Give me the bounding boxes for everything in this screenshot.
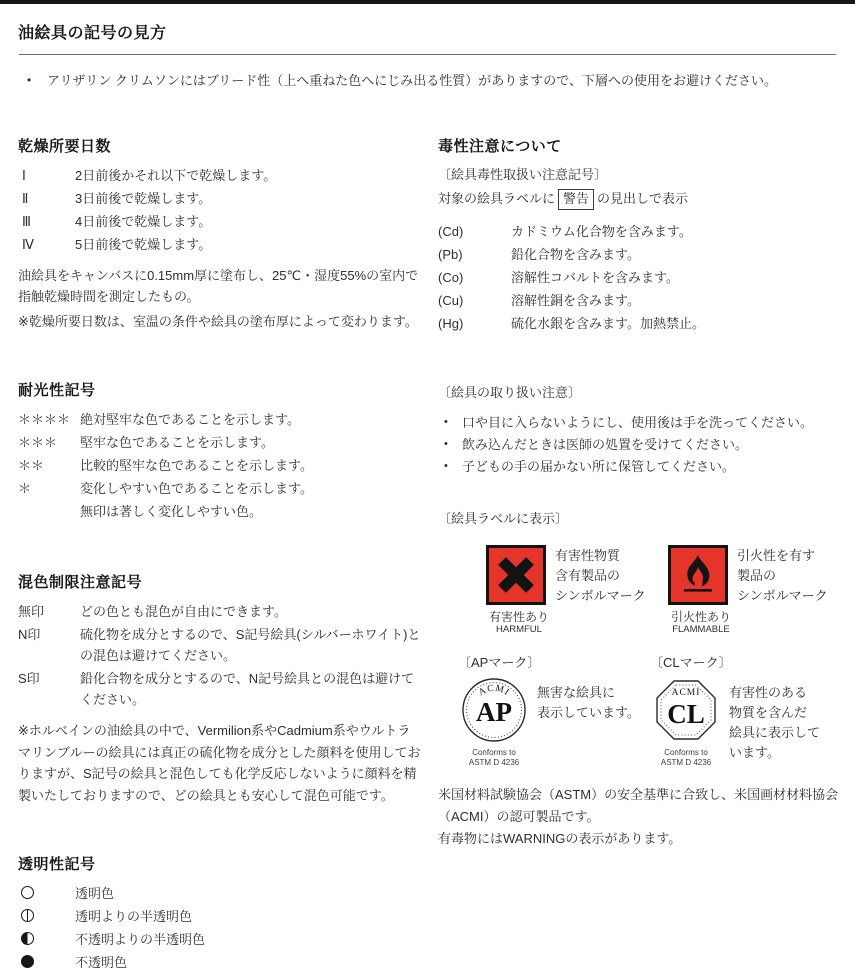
lightfastness-desc: 絶対堅牢な色であることを示します。 (80, 409, 422, 430)
bleed-warning-note (27, 71, 837, 91)
cl-desc-line: 絵具に表示して (729, 723, 820, 743)
harmful-desc-line: 有害性物質 (555, 546, 646, 566)
ap-mark-label: 〔APマーク〕 (458, 653, 650, 673)
flame-icon (675, 552, 721, 598)
lightfastness-row (18, 478, 422, 499)
bleed-warning-text: アリザリン クリムソンにはブリード性（上へ重ねた色へにじみ出る性質）がありますので、下層への使用をお避けください。 (47, 71, 777, 91)
circle-half-filled-icon (21, 932, 34, 945)
acmi-cl-seal-icon (652, 676, 720, 744)
toxicity-row (438, 221, 850, 242)
element-code: (Co) (438, 267, 511, 288)
element-code: (Cu) (438, 290, 511, 311)
circle-vertical-bar-icon (21, 909, 34, 922)
lightfastness-heading: 耐光性記号 (18, 379, 422, 400)
acmi-ap-seal-icon (460, 676, 528, 744)
bullet-icon: • (27, 71, 47, 91)
element-code: (Pb) (438, 244, 511, 265)
section-transparency (18, 853, 422, 973)
lightfastness-row (18, 455, 422, 476)
mixing-symbol: 無印 (18, 601, 80, 622)
toxicity-desc: 溶解性銅を含みます。 (511, 290, 850, 311)
section-drying-days (18, 135, 422, 333)
mixing-desc: 硫化物を成分とするので、S記号絵具(シルバーホワイト)との混色は避けてください。 (80, 624, 422, 666)
lightfastness-row (18, 409, 422, 430)
lightfastness-row (18, 432, 422, 453)
harmful-caption-jp: 有害性あり (486, 610, 552, 624)
drying-symbol: Ⅲ (18, 211, 75, 232)
flammable-symbol-block (668, 545, 850, 636)
ap-seal-letters: AP (476, 697, 512, 727)
mixing-symbol: S印 (18, 668, 80, 710)
transparency-heading: 透明性記号 (18, 853, 422, 874)
mixing-row (18, 668, 422, 710)
section-mixing-restriction (18, 571, 422, 806)
drying-desc: 3日前後で乾燥します。 (75, 188, 422, 209)
drying-desc: 4日前後で乾燥します。 (75, 211, 422, 232)
star-rating: ＊＊＊ (18, 432, 80, 453)
harmful-symbol-block (486, 545, 668, 636)
drying-desc: 5日前後で乾燥します。 (75, 234, 422, 255)
drying-heading: 乾燥所要日数 (18, 135, 422, 156)
lightfastness-desc: 変化しやすい色であることを示します。 (80, 478, 422, 499)
lightfastness-desc: 堅牢な色であることを示します。 (80, 432, 422, 453)
drying-symbol: Ⅰ (18, 165, 75, 186)
mixing-desc: どの色とも混色が自由にできます。 (80, 601, 422, 622)
handling-bullet-text: 子どもの手の届かない所に保管してください。 (462, 456, 735, 478)
two-column-layout (18, 135, 837, 975)
harmful-pictogram (486, 545, 546, 605)
section-toxicity (438, 135, 850, 335)
bullet-icon: • (438, 434, 462, 456)
transparency-desc: 透明よりの半透明色 (75, 906, 422, 927)
ap-conforms-line: ASTM D 4236 (458, 758, 530, 768)
label-display-heading: 〔絵具ラベルに表示〕 (438, 509, 850, 530)
mixing-row (18, 624, 422, 666)
handling-heading: 〔絵具の取り扱い注意〕 (438, 383, 850, 404)
flammable-desc-line: シンボルマーク (737, 586, 828, 606)
transparency-row (18, 883, 422, 904)
cl-conforms-line: Conforms to (650, 748, 722, 758)
drying-row (18, 165, 422, 186)
toxicity-row (438, 290, 850, 311)
transparency-desc: 不透明色 (75, 952, 422, 973)
drying-row (18, 234, 422, 255)
pictogram-row (486, 545, 850, 636)
handling-bullet-text: 飲み込んだときは医師の処置を受けてください。 (462, 434, 748, 456)
handling-bullet-row (438, 434, 850, 456)
ap-conforms-line: Conforms to (458, 748, 530, 758)
ap-mark-block (458, 653, 650, 768)
title-divider (19, 54, 836, 55)
transparency-row (18, 906, 422, 927)
star-rating: ＊＊ (18, 455, 80, 476)
page-title: 油絵具の記号の見方 (18, 20, 837, 43)
warning-label-line (438, 187, 850, 212)
cl-conforms-line: ASTM D 4236 (650, 758, 722, 768)
circle-filled-icon (21, 955, 34, 968)
toxicity-desc: 硫化水銀を含みます。加熱禁止。 (511, 313, 850, 334)
drying-row (18, 211, 422, 232)
toxicity-heading: 毒性注意について (438, 135, 850, 156)
handling-bullet-row (438, 456, 850, 478)
section-lightfastness (18, 379, 422, 522)
toxicity-row (438, 267, 850, 288)
flammable-caption-en: FLAMMABLE (668, 624, 734, 636)
right-column (422, 135, 850, 975)
transparency-row (18, 929, 422, 950)
harmful-desc-line: シンボルマーク (555, 586, 646, 606)
star-rating: ＊ (18, 478, 80, 499)
cl-seal-letters: CL (667, 699, 705, 729)
toxicity-row (438, 244, 850, 265)
handling-bullet-row (438, 412, 850, 434)
cl-mark-label: 〔CLマーク〕 (650, 653, 842, 673)
drying-desc: 2日前後かそれ以下で乾燥します。 (75, 165, 422, 186)
mixing-desc: 鉛化合物を成分とするので、N記号絵具との混色は避けてください。 (80, 668, 422, 710)
warning-line-before: 対象の絵具ラベルに (438, 191, 555, 206)
x-cross-icon (495, 554, 537, 596)
ap-seal-org-text: ACMI (477, 683, 511, 697)
toxicity-row (438, 313, 850, 334)
transparency-desc: 不透明よりの半透明色 (75, 929, 422, 950)
certification-marks-row (458, 653, 850, 768)
ap-desc-line: 表示しています。 (537, 703, 640, 723)
star-rating: ＊＊＊＊ (18, 409, 80, 430)
handling-bullet-text: 口や目に入らないようにし、使用後は手を洗ってください。 (462, 412, 813, 434)
element-code: (Cd) (438, 221, 511, 242)
toxicity-desc: 溶解性コバルトを含みます。 (511, 267, 850, 288)
toxicity-desc: カドミウム化合物を含みます。 (511, 221, 850, 242)
ap-desc-line: 無害な絵具に (537, 683, 640, 703)
astm-acmi-footnote (438, 784, 850, 850)
flammable-desc-line: 製品の (737, 566, 828, 586)
flammable-desc-line: 引火性を有す (737, 546, 828, 566)
drying-note: ※乾燥所要日数は、室温の条件や絵具の塗布厚によって変わります。 (18, 311, 422, 332)
toxicity-subheading: 〔絵具毒性取扱い注意記号〕 (438, 165, 850, 186)
element-code: (Hg) (438, 313, 511, 334)
bullet-icon: • (438, 456, 462, 478)
mixing-symbol: N印 (18, 624, 80, 666)
footnote-line: 米国材料試験協会（ASTM）の安全基準に合致し、米国画材材料協会（ACMI）の認可製品です。 (438, 784, 850, 828)
left-column (18, 135, 422, 975)
transparency-row (18, 952, 422, 973)
mixing-heading: 混色制限注意記号 (18, 571, 422, 592)
mixing-row (18, 601, 422, 622)
mixing-note-paragraph: ※ホルベインの油絵具の中で、Vermilion系やCadmium系やウルトラマリンブルーの絵具には真正の硫化物を成分とした顔料を使用しておりますが、S記号の絵具と混色しても化学反応しないように顔料を精製いたしておりますので、どの絵具とも安心して混色可能です。 (18, 720, 422, 806)
harmful-desc-line: 含有製品の (555, 566, 646, 586)
warning-boxed-word: 警告 (558, 189, 594, 210)
cl-seal-org-text: ACMI (672, 688, 701, 698)
lightfastness-desc: 比較的堅牢な色であることを示します。 (80, 455, 422, 476)
lightfastness-row (18, 501, 422, 522)
drying-symbol: Ⅳ (18, 234, 75, 255)
transparency-desc: 透明色 (75, 883, 422, 904)
section-label-symbols (438, 509, 850, 850)
harmful-caption-en: HARMFUL (486, 624, 552, 636)
cl-desc-line: います。 (729, 743, 820, 763)
footnote-line: 有毒物にはWARNINGの表示があります。 (438, 828, 850, 850)
toxicity-desc: 鉛化合物を含みます。 (511, 244, 850, 265)
warning-line-after: の見出しで表示 (597, 191, 688, 206)
drying-row (18, 188, 422, 209)
drying-method-paragraph: 油絵具をキャンバスに0.15mm厚に塗布し、25℃・湿度55%の室内で指触乾燥時間を測定したもの。 (18, 265, 422, 308)
bullet-icon: • (438, 412, 462, 434)
top-border-bar (0, 0, 855, 4)
cl-mark-block (650, 653, 842, 768)
circle-empty-icon (21, 886, 34, 899)
drying-symbol: Ⅱ (18, 188, 75, 209)
cl-desc-line: 有害性のある (729, 683, 820, 703)
lightfastness-desc: 無印は著しく変化しやすい色。 (80, 501, 422, 522)
star-rating (18, 501, 80, 522)
section-handling-care (438, 383, 850, 478)
flammable-caption-jp: 引火性あり (668, 610, 734, 624)
cl-desc-line: 物質を含んだ (729, 703, 820, 723)
flammable-pictogram (668, 545, 728, 605)
